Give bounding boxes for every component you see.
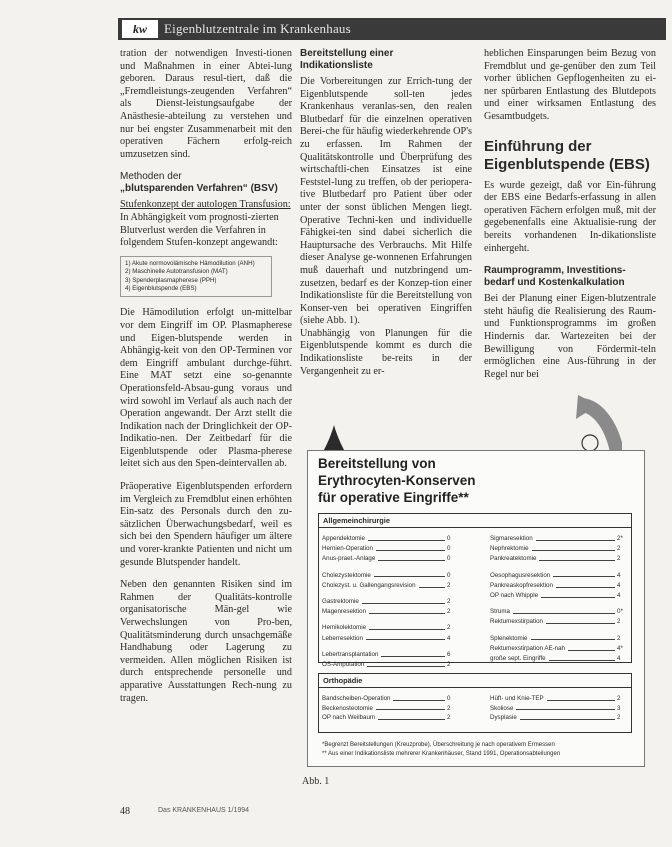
row-leader-line [516, 705, 615, 710]
row-value: 0 [447, 545, 451, 553]
row-leader-line [553, 572, 615, 577]
row-label: große sept. Eingriffe [490, 655, 546, 662]
figure-1 [307, 395, 643, 765]
row-value: 2 [617, 545, 621, 553]
row-leader-line [378, 715, 445, 720]
table-row [490, 645, 626, 652]
paragraph: Es wurde gezeigt, daß vor Ein-führung der EBS eine Bedarfs-erfassung in allen operativen Fächern erfolgen muß, mit der gegebenenfalls eine Aktualisie-rung der bereits vorhandenen In-dikationsliste einhergeht. [484, 179, 656, 254]
running-header-title: Eigenblutzentrale im Krankenhaus [164, 21, 351, 36]
column-2 [300, 48, 472, 388]
heading-line: Einführung der [484, 137, 592, 155]
method-list-box [120, 256, 272, 298]
row-label: Dysplasie [490, 714, 517, 721]
row-label: Cholezyst. u. Gallengangsrevision [322, 581, 416, 589]
heading-line: Indikationsliste [300, 60, 373, 71]
table-row [490, 582, 626, 589]
row-label: Struma [490, 608, 510, 616]
row-label: Oesophagusresektion [490, 571, 551, 579]
row-leader-line [556, 583, 615, 588]
row-value: 2 [617, 695, 621, 702]
row-leader-line [366, 635, 445, 640]
journal-logo: kw [122, 20, 158, 38]
row-value: 2 [447, 581, 451, 589]
row-label: Splenektomie [490, 634, 528, 642]
list-item: 1) Akute normovolämische Hämodilution (ANH) [125, 259, 255, 267]
figure-title-line: Erythrocyten-Konserven [318, 473, 476, 488]
running-header [118, 18, 666, 40]
row-value: 6 [447, 650, 451, 658]
table-row [322, 545, 456, 552]
table-row [322, 535, 456, 542]
table-row [322, 661, 456, 668]
row-value: 2 [617, 714, 621, 721]
row-value: 2 [617, 555, 621, 563]
row-label: OP nach Weilbaum [322, 714, 376, 721]
row-label: Cholezystektomie [322, 571, 371, 579]
row-leader-line [369, 609, 445, 614]
table-row [322, 582, 456, 589]
table-row [490, 655, 626, 662]
row-leader-line [539, 556, 615, 561]
heading-line: Eigenblutspende (EBS) [484, 155, 650, 173]
figure-footnote: ** Aus einer Indikationsliste mehrerer Krankenhäuser, Stand 1991, Operationsabteilungen [322, 751, 561, 757]
row-label: Bandscheiben-Operation [322, 695, 391, 702]
figure-caption: Abb. 1 [302, 776, 330, 787]
heading-line: bedarf und Kostenkalkulation [484, 277, 625, 289]
row-label: OP nach Whipple [490, 592, 539, 599]
row-label: OS-Amputation [322, 661, 365, 668]
row-value: 4 [617, 592, 621, 599]
row-label: Magenresektion [322, 608, 367, 616]
table-row [322, 555, 456, 562]
row-label: Hemikolektomie [322, 624, 367, 632]
figure-panel [307, 450, 645, 767]
page-number: 48 [120, 806, 130, 817]
paragraph: Bei der Planung einer Eigen-blutzentrale steht häufig die Realisierung des Raum- und Funktionsprogramms im großen Hindernis dar. Wartezeiten bei der Bewilligung von Fördermit-teln ermöglichen eine Aus-führung in der Regel nur bei [484, 293, 656, 380]
row-leader-line [520, 715, 615, 720]
row-value: 2 [447, 598, 451, 605]
heading-line: „blutsparenden Verfahren“ (BSV) [120, 183, 278, 195]
row-label: Appendektomie [322, 535, 365, 542]
table-row [322, 651, 456, 658]
list-item: 3) Spenderplasmapherese (PPH) [125, 276, 217, 284]
table-row [322, 624, 456, 631]
row-leader-line [378, 556, 445, 561]
table-row [322, 695, 456, 702]
row-label: Skoliose [490, 704, 514, 712]
row-value: 4 [617, 571, 621, 579]
row-value: 0 [447, 571, 451, 579]
paragraph: Unabhängig von Planungen für die Eigenblutspende kommt es durch die Indikationsliste be-reits in der Vergangenheit zu er- [300, 327, 472, 377]
row-leader-line [547, 696, 615, 701]
row-label: Nephrektomie [490, 545, 529, 553]
row-leader-line [374, 572, 445, 577]
paragraph: Die Hämodilution erfolgt un-mittelbar vor dem Eingriff im OP. Plasmapherese und Eigen-blutspende werden in Abhängig-keit von den OP-Terminen vor dem Eingriff ambulant durchge-führt. Eine MAT setzt eine so-genannte Operationsfeld-Absau-gung voraus und wird sowohl im Verlauf als auch nach der Operation angewandt. Der Arzt stellt die Indikation nach der Dringlichkeit der OP-Indikatio-nen. Der Zeitbedarf für die Eigenblutspende oder Plasma-pherese leitet sich aus den Spen-deintervallen ab. [120, 307, 292, 470]
table-row [490, 635, 626, 642]
paragraph: In Abhängigkeit vom prognosti-zierten Blutverlust werden die Verfahren in folgendem Stufen-konzept angewandt: [120, 211, 279, 249]
table-row [322, 598, 456, 605]
row-leader-line [376, 705, 445, 710]
column-3 [484, 48, 656, 391]
subsection-heading: Stufenkonzept der autologen Transfusion: [120, 199, 291, 211]
paragraph: Die Vorbereitungen zur Errich-tung der Eigenblutspende soll-ten jedes Krankenhaus veranlas-sen, den realen Blutbedarf für die einzelnen operativen Berei-che für häufig wiederkehrende OP's zu erfassen. Im Rahmen der Qualitätskontrolle und Überprüfung des wirtschaftli-chen Einsatzes ist eine Feststel-lung zu treffen, ob der periopera-tive Blutbedarf pro Patient über oder unter der sonst üblichen Mengen liegt. Operative Techni-ken und individuelle Fähigkei-ten sind dabei sicherlich die Hauptursache des Verbrauchs. Mit Hilfe dieser Analyse ge-wonnenen Erfahrungen muß dauerhaft und nutzbringend um-zusetzen, bedarf es der Konzep-tion einer Indikationsliste für die Bereitstellung von Konser-ven bei operativen Eingriffen (siehe Abb. 1). [300, 76, 472, 327]
row-value: 2 [447, 608, 451, 616]
row-label: Rektumexstirpation AE-nah [490, 644, 565, 652]
table-row [490, 618, 626, 625]
row-label: Anus-praet.-Anlage [322, 555, 376, 563]
row-value: 4 [617, 581, 621, 589]
row-value: 4 [617, 655, 621, 662]
row-leader-line [513, 609, 615, 614]
table-row [322, 572, 456, 579]
section-heading [484, 265, 656, 289]
section-heading [120, 171, 292, 195]
row-value: 3 [617, 704, 621, 712]
row-label: Gastrektomie [322, 598, 359, 605]
row-leader-line [381, 652, 445, 657]
table-row [490, 592, 626, 599]
table-section-orthopedics [318, 673, 632, 733]
heading-line: Methoden der [120, 171, 182, 183]
heading-line: Raumprogramm, Investitions- [484, 265, 626, 277]
figure-title [318, 455, 588, 506]
figure-title-line: Bereitstellung von [318, 456, 436, 471]
row-value: 0 [447, 535, 451, 542]
row-value: 2 [617, 634, 621, 642]
table-row [322, 635, 456, 642]
table-row [490, 535, 626, 542]
row-leader-line [568, 646, 615, 651]
row-value: 4 [447, 634, 451, 642]
row-leader-line [541, 593, 615, 598]
paragraph: tration der notwendigen Investi-tionen und Maßnahmen in einer Abtei-lung geboren. Daraus resul-tiert, daß die „Fremdleistungs-zeugenden Verfahren“ als Dienst-leistungsaufgabe der Anästhesie-abteilung zu verstehen und nur bei engster Zusammenarbeit mit den operativen Fächern erfolg-reich umzusetzen sind. [120, 48, 292, 160]
row-label: Pankreatektomie [490, 555, 537, 563]
table-row [322, 608, 456, 615]
page-footer-meta: Das KRANKENHAUS 1/1994 [158, 807, 250, 814]
row-leader-line [546, 619, 615, 624]
row-value: 4* [617, 644, 623, 652]
table-row [490, 555, 626, 562]
row-value: 0* [617, 608, 623, 616]
row-leader-line [549, 656, 615, 661]
row-leader-line [531, 635, 616, 640]
row-value: 2 [447, 624, 451, 632]
row-value: 2 [447, 661, 451, 668]
table-row [322, 705, 456, 712]
row-leader-line [376, 546, 445, 551]
row-value: 2 [617, 618, 621, 626]
section-heading [300, 48, 472, 72]
figure-title-line: für operative Eingriffe** [318, 490, 469, 505]
row-value: 2* [617, 535, 623, 542]
paragraph: Präoperative Eigenblutspenden erfordern im Vergleich zu Fremdblut einen erhöhten Ein-satz des Personals durch den zu-sätzlichen Überwachungsbedarf, weil es sich bei den Spendern häufiger um ältere und vorer-krankte Patienten und nicht um gesunde Blutspender handelt. [120, 481, 292, 568]
row-label: Hüft- und Knie-TEP [490, 695, 544, 702]
row-label: Hernien-Operation [322, 545, 373, 553]
section-label: Allgemeinchirurgie [319, 514, 631, 528]
row-label: Leberresektion [322, 634, 363, 642]
section-label: Orthopädie [319, 674, 631, 688]
list-item: 4) Eigenblutspende (EBS) [125, 284, 197, 292]
row-value: 2 [447, 704, 451, 712]
figure-footnote: *Begrenzt Bereitstellungen (Kreuzprobe), Überschreitung je nach operativem Ermessen [322, 742, 555, 748]
column-1 [120, 48, 292, 715]
row-leader-line [536, 536, 615, 541]
row-label: Rektumexstirpation [490, 618, 543, 626]
row-leader-line [532, 546, 615, 551]
row-label: Pankreaskopfresektion [490, 581, 553, 589]
table-row [490, 608, 626, 615]
row-value: 0 [447, 555, 451, 563]
row-leader-line [362, 599, 445, 604]
row-leader-line [367, 662, 445, 667]
paragraph: heblichen Einsparungen beim Bezug von Fremdblut und ge-genüber den zum Teil vorher üblichen Gepflogenheiten zu ei-ner spürbaren Entlastung des Blutdepots und einer wirksamen Entlastung des Gesamtbudgets. [484, 48, 656, 122]
row-label: Sigmaresektion [490, 535, 533, 542]
table-row [490, 714, 626, 721]
row-label: Lebertransplantation [322, 650, 379, 658]
table-row [490, 705, 626, 712]
table-row [490, 695, 626, 702]
row-value: 2 [447, 714, 451, 721]
section-heading-large [484, 138, 656, 174]
table-row [490, 572, 626, 579]
table-row [322, 714, 456, 721]
row-leader-line [419, 583, 445, 588]
row-value: 0 [447, 695, 451, 702]
row-leader-line [393, 696, 445, 701]
heading-line: Bereitstellung einer [300, 48, 394, 59]
table-row [490, 545, 626, 552]
row-leader-line [369, 625, 445, 630]
row-label: Beckenosteotomie [322, 704, 373, 712]
row-leader-line [368, 536, 445, 541]
paragraph: Neben den genannten Risiken sind im Rahmen der Qualitäts-kontrolle organisatorische Män-gel wie Verwechslungen von Pro-ben, Qualitätsminderung durch unsachgemäße Handhabung oder Lagerung zu vermeiden. Allen möglichen Risiken ist durch entsprechende personelle und apparative Ausstattungen Rech-nung zu tragen. [120, 579, 292, 704]
list-item: 2) Maschinelle Autotransfusion (MAT) [125, 268, 228, 276]
